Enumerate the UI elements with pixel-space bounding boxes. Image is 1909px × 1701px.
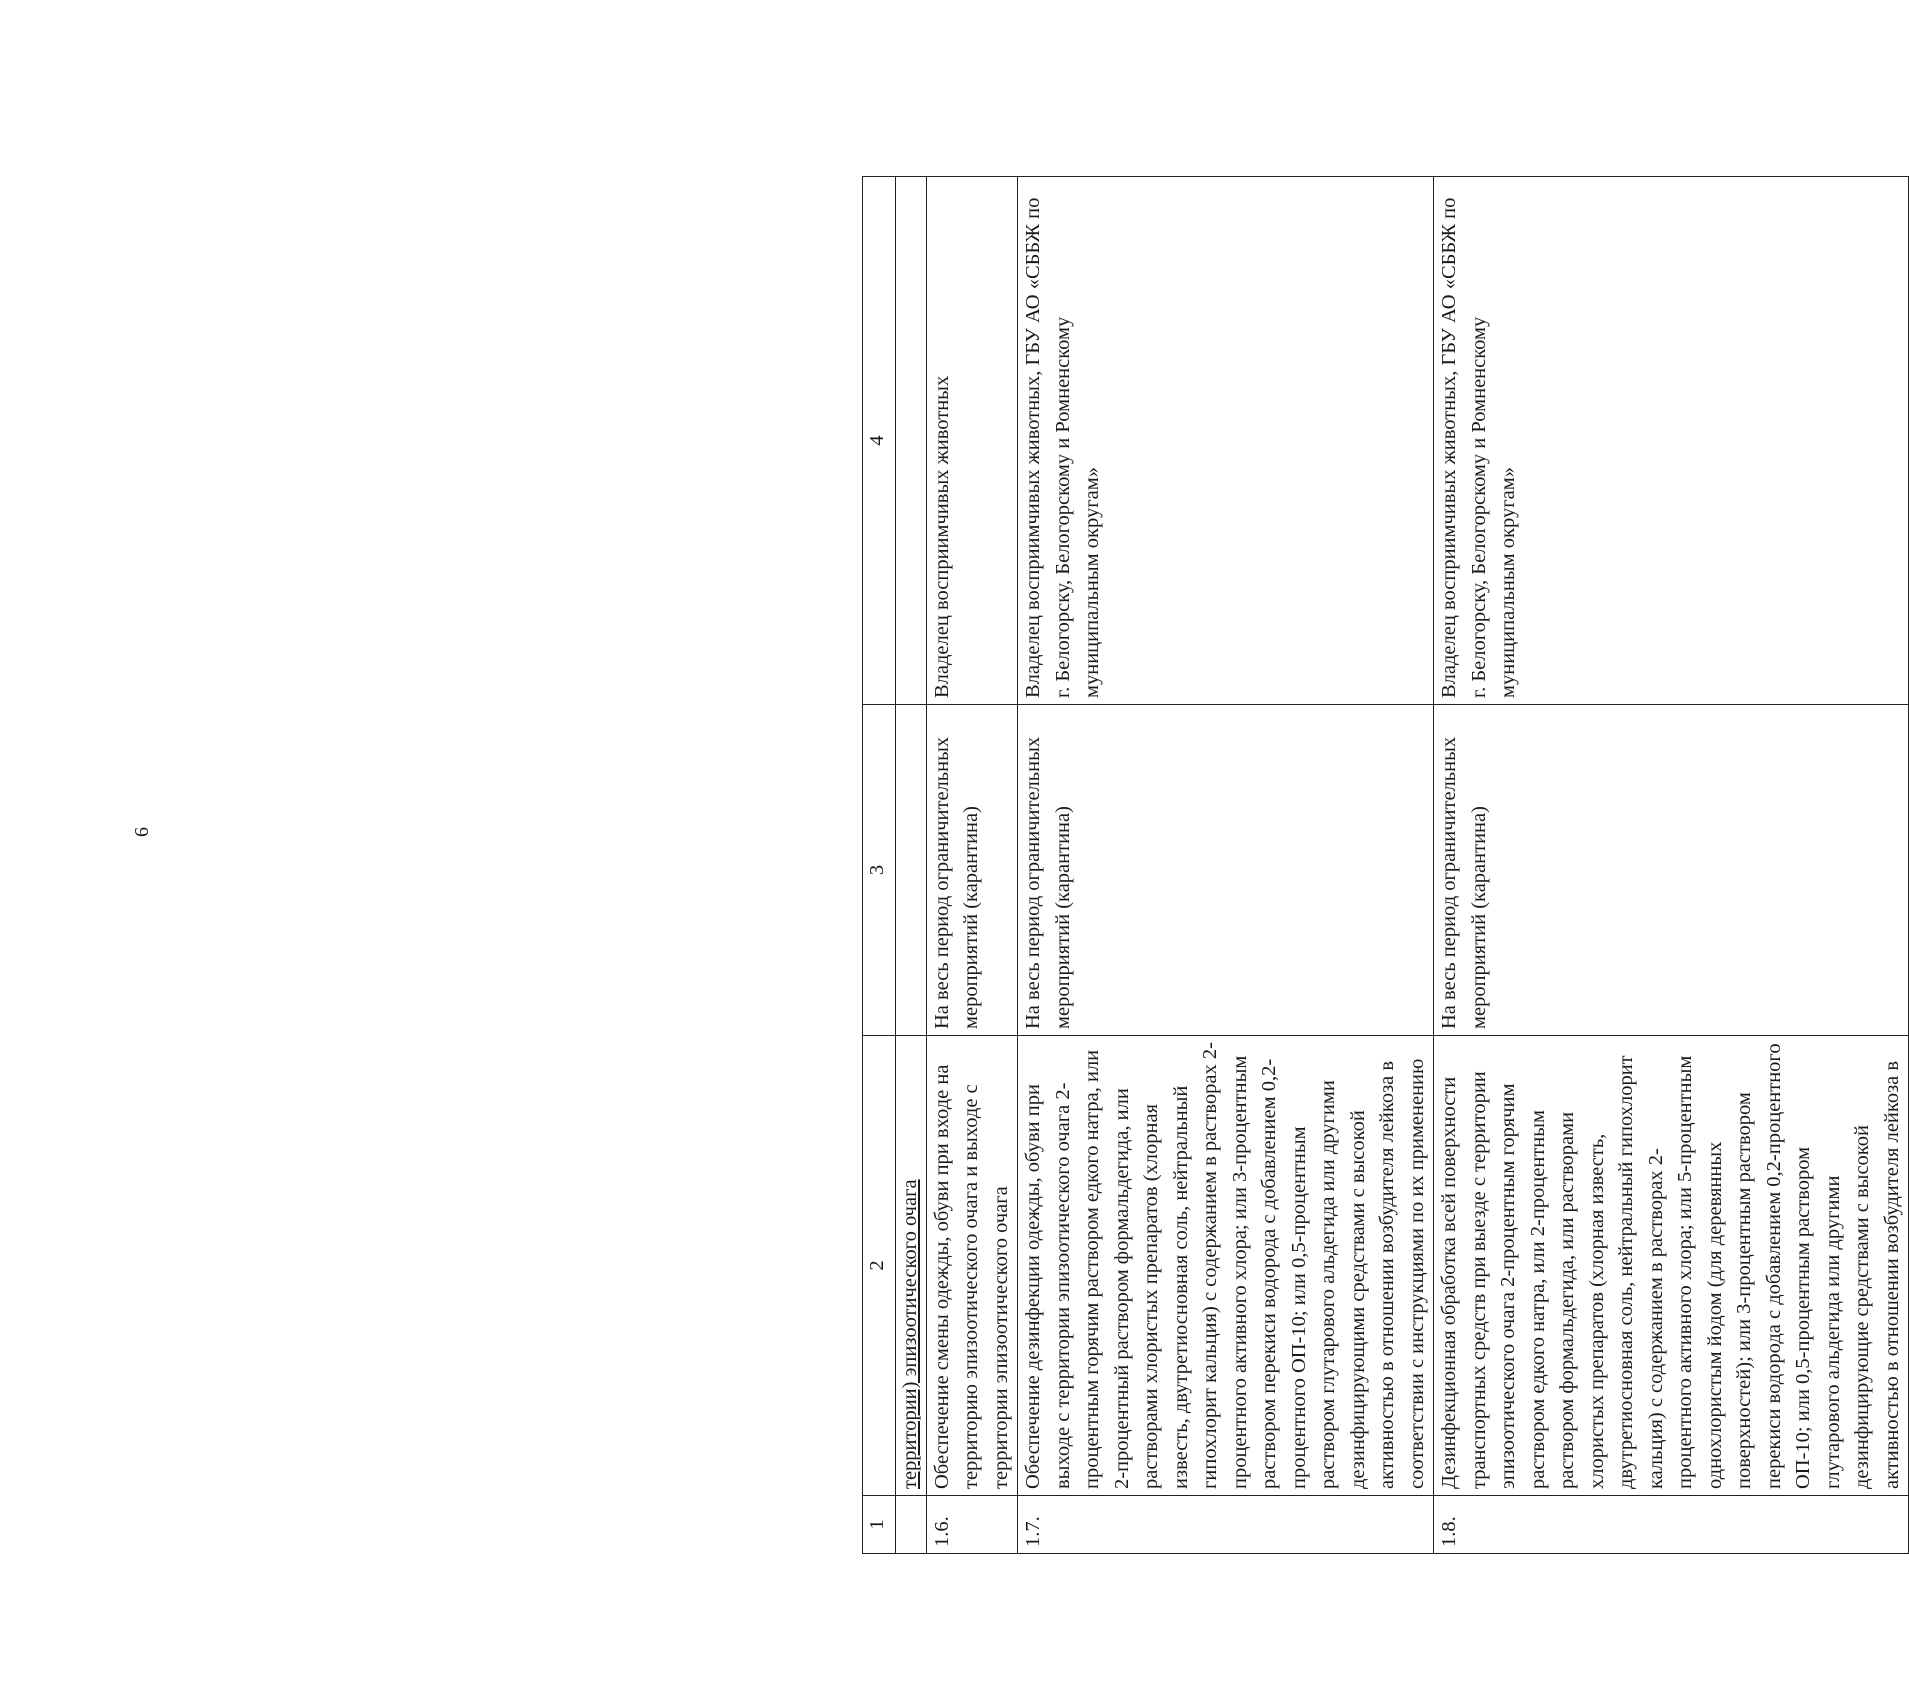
row-number: 1.6. [926, 1496, 1018, 1554]
page-number: 6 [131, 827, 153, 837]
row-responsible: Владелец восприимчивых животных, ГБУ АО «СББЖ по г. Белогорску, Белогорскому и Ромненскому муниципальным округам» [1434, 177, 1909, 705]
row-period: На весь период ограничительных мероприятий (карантина) [1434, 705, 1909, 1036]
header-col-1: 1 [863, 1496, 896, 1554]
table-row [926, 177, 1018, 1554]
row-action: Дезинфекционная обработка всей поверхности транспортных средств при выезде с территории эпизоотического очага 2-процентным горячим раствором едкого натра, или 2-процентным раствором формальдегида, или растворами хлористых препаратов (хлорная известь, двутретиосновная соль, нейтральный гипохлорит кальция) с содержанием в растворах 2-процентного активного хлора; или 5-процентным однохлористым йодом (для деревянных поверхностей); или 3-процентным раствором перекиси водорода с добавлением 0,2-процентного ОП-10; или 0,5-процентным раствором глутарового альдегида или другими дезинфицирующие средствами с высокой активностью в отношении возбудителя лейкоза в [1434, 1036, 1909, 1496]
row-action: Обеспечение смены одежды, обуви при входе на территорию эпизоотического очага и выходе с территории эпизоотического очага [926, 1036, 1018, 1496]
header-col-3: 3 [863, 705, 896, 1036]
table-header-row [863, 177, 896, 1554]
table-row [1434, 177, 1909, 1554]
row-responsible: Владелец восприимчивых животных, ГБУ АО «СББЖ по г. Белогорску, Белогорскому и Ромненскому муниципальным округам» [1018, 177, 1434, 705]
table-row [1018, 177, 1434, 1554]
measures-table [862, 176, 1909, 1554]
continuation-num-cell [896, 1496, 927, 1554]
continuation-text: территории) эпизоотического очага [896, 1036, 927, 1496]
row-period: На весь период ограничительных мероприятий (карантина) [926, 705, 1018, 1036]
row-action: Обеспечение дезинфекции одежды, обуви при выходе с территории эпизоотического очага 2-процентным горячим раствором едкого натра, или 2-процентный раствором формальдегида, или растворами хлористых препаратов (хлорная известь, двутретиосновная соль, нейтральный гипохлорит кальция) с содержанием в растворах 2-процентного активного хлора; или 3-процентным раствором перекиси водорода с добавлением 0,2-процентного ОП-10; или 0,5-процентным раствором глутарового альдегида или другими дезинфицирующими средствами с высокой активностью в отношении возбудителя лейкоза в соответствии с инструкциями по их применению [1018, 1036, 1434, 1496]
header-col-2: 2 [863, 1036, 896, 1496]
row-responsible: Владелец восприимчивых животных [926, 177, 1018, 705]
continuation-row [896, 177, 927, 1554]
continuation-period-cell [896, 705, 927, 1036]
row-period: На весь период ограничительных мероприятий (карантина) [1018, 705, 1434, 1036]
continuation-responsible-cell [896, 177, 927, 705]
header-col-4: 4 [863, 177, 896, 705]
row-number: 1.7. [1018, 1496, 1434, 1554]
row-number: 1.8. [1434, 1496, 1909, 1554]
